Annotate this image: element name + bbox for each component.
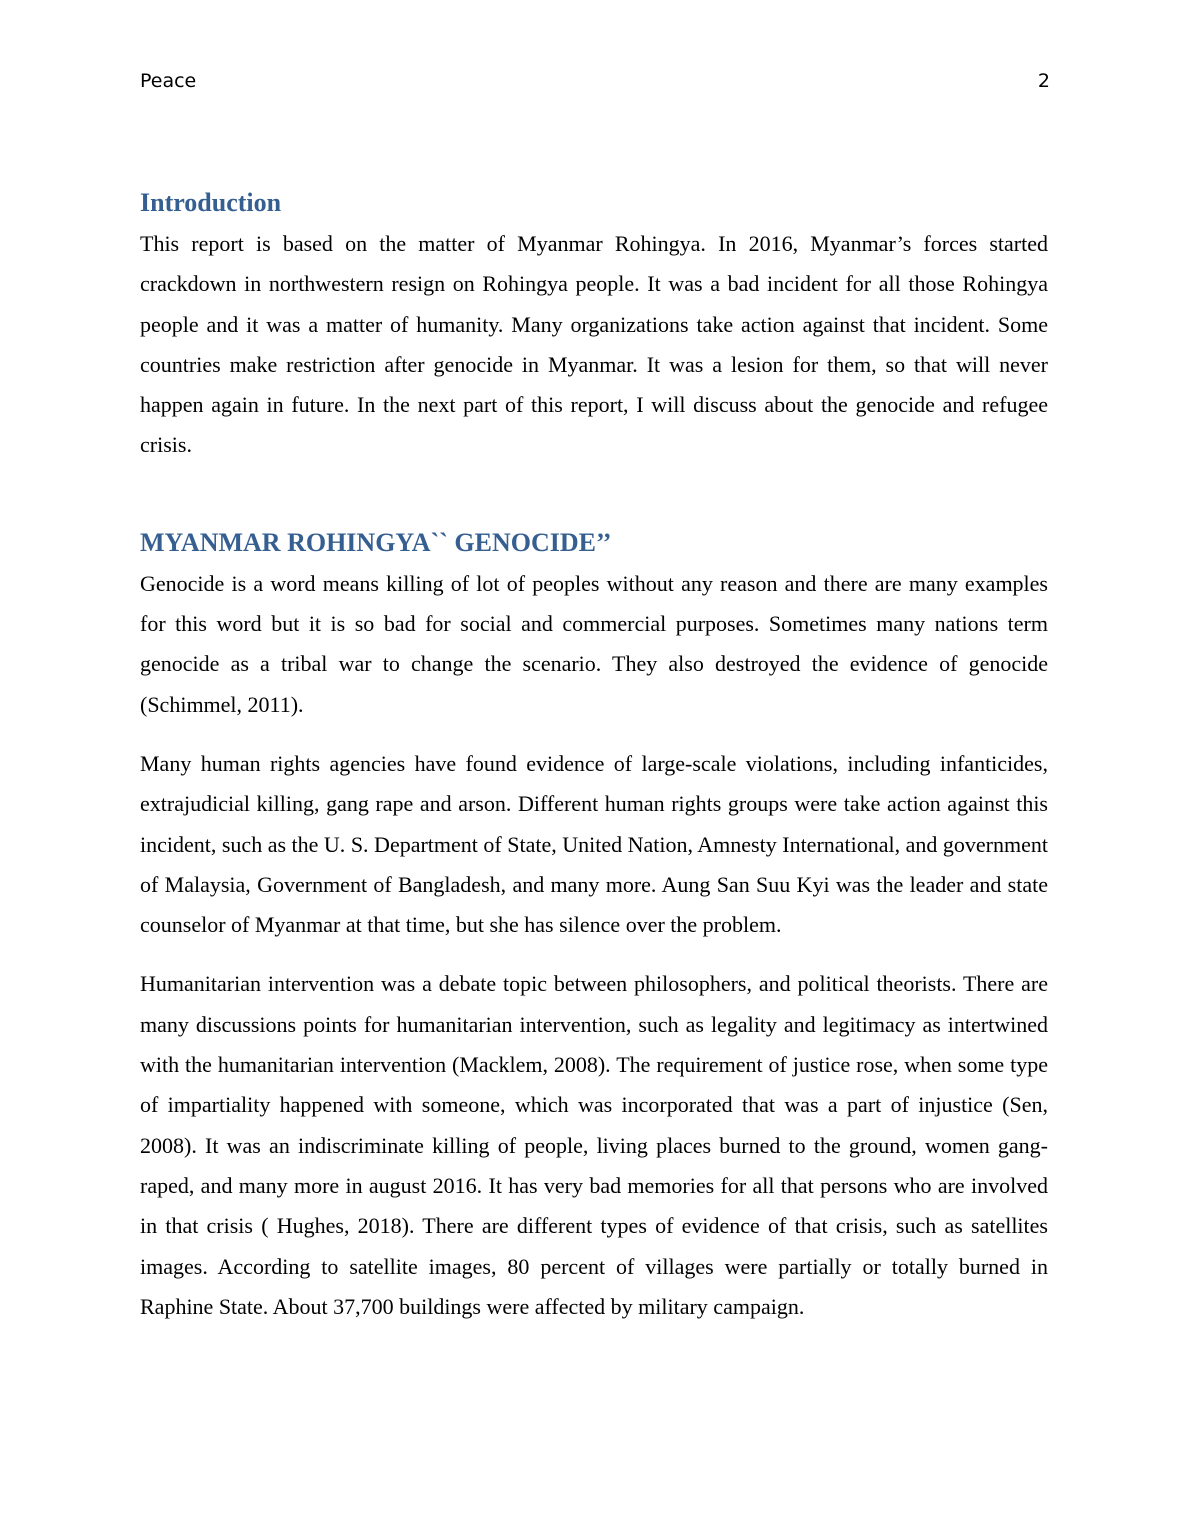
introduction-paragraph: This report is based on the matter of Myanmar Rohingya. In 2016, Myanmar’s forces started crackdown in northwestern resign on Rohingya people. It was a bad incident for all those Rohingya people and it was a matter of humanity. Many organizations take action against that incident. Some countries make restriction after genocide in Myanmar. It was a lesion for them, so that will never happen again in future. In the next part of this report, I will discuss about the genocide and refugee crisis. bbox=[140, 231, 1048, 458]
document-body bbox=[140, 184, 1048, 1346]
genocide-paragraph-2: Many human rights agencies have found evidence of large-scale violations, including infanticides, extrajudicial killing, gang rape and arson. Different human rights groups were take action against this incident, such as the U. S. Department of State, United Nation, Amnesty International, and government of Malaysia, Government of Bangladesh, and many more. Aung San Suu Kyi was the leader and state counselor of Myanmar at that time, but she has silence over the problem. bbox=[140, 750, 1048, 938]
genocide-heading: MYANMAR ROHINGYA`` GENOCIDE’’ bbox=[140, 527, 612, 557]
page-number: 2 bbox=[1037, 70, 1050, 92]
genocide-paragraph-3: Humanitarian intervention was a debate topic between philosophers, and political theorists. There are many discussions points for humanitarian intervention, such as legality and legitimacy as intertwined with the humanitarian intervention (Macklem, 2008). The requirement of justice rose, when some type of impartiality happened with someone, which was incorporated that was a part of injustice (Sen, 2008). It was an indiscriminate killing of people, living places burned to the ground, women gang-raped, and many more in august 2016. It has very bad memories for all that persons who are involved in that crisis ( Hughes, 2018). There are different types of evidence of that crisis, such as satellites images. According to satellite images, 80 percent of villages were partially or totally burned in Raphine State. About 37,700 buildings were affected by military campaign. bbox=[140, 971, 1048, 1319]
genocide-paragraph-1: Genocide is a word means killing of lot of peoples without any reason and there are many examples for this word but it is so bad for social and commercial purposes. Sometimes many nations term genocide as a tribal war to change the scenario. They also destroyed the evidence of genocide (Schimmel, 2011). bbox=[140, 570, 1048, 717]
introduction-heading: Introduction bbox=[140, 188, 282, 217]
page-header bbox=[140, 70, 1050, 96]
running-header-title: Peace bbox=[140, 70, 197, 92]
